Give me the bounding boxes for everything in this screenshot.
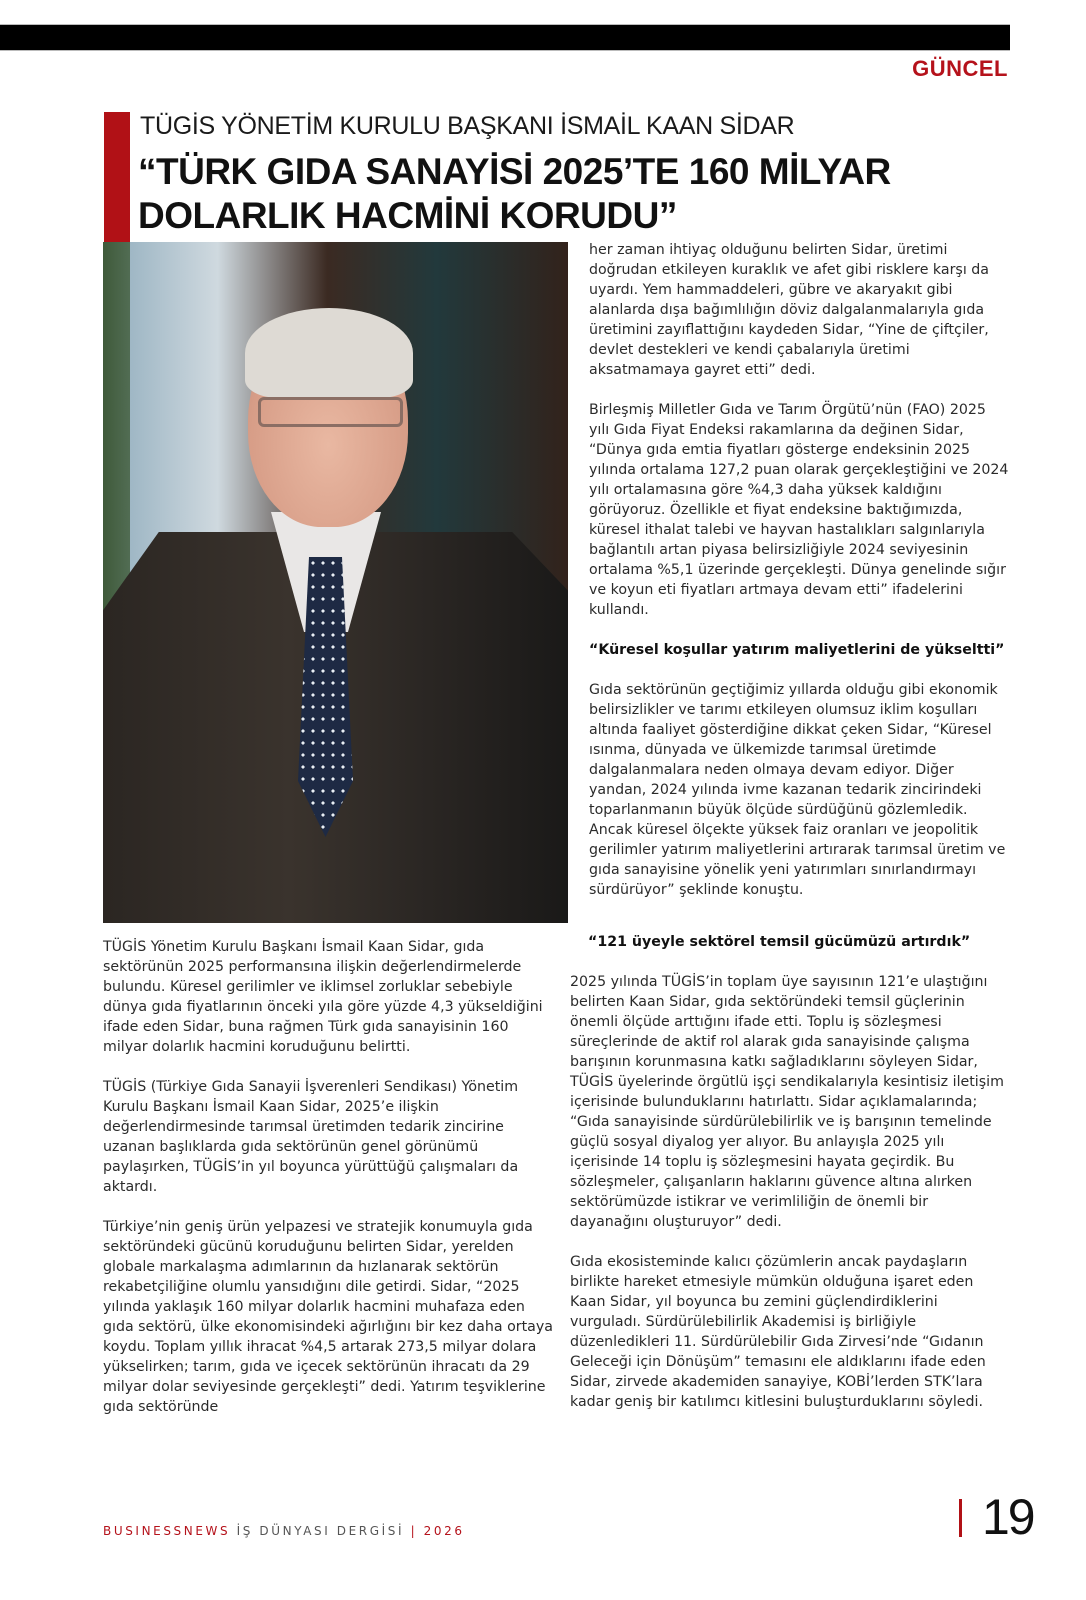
article-headline: “TÜRK GIDA SANAYİSİ 2025’TE 160 MİLYAR DOLARLIK HACMİNİ KORUDU” [138, 151, 891, 236]
right-column-bottom [570, 932, 1010, 1432]
paragraph: Birleşmiş Milletler Gıda ve Tarım Örgütü’nün (FAO) 2025 yılı Gıda Fiyat Endeksi rakamlarına da değinen Sidar, “Dünya gıda emtia fiyatları gösterge endeksinin 2025 yılında ortalama 127,2 puan olarak gerçekleştiğini ve 2024 yılı ortalamasına göre %4,3 daha yüksek kaldığını görüyoruz. Özellikle et fiyat endeksine baktığımızda, küresel ithalat talebi ve hayvan hastalıkları salgınlarıyla bağlantılı artan piyasa belirsizliğiyle 2024 seviyesinin ortalama %5,1 üzerinde gerçekleşti. Dünya genelinde sığır ve koyun eti fiyatları artmaya devam etti” ifadelerini kullandı. [589, 402, 1009, 618]
page-number-bar [959, 1499, 962, 1537]
paragraph: Gıda sektörünün geçtiğimiz yıllarda olduğu gibi ekonomik belirsizlikler ve tarımı etkileyen olumsuz iklim koşulları altında faaliyet gösterdiğine dikkat çeken Sidar, “Küresel ısınma, dünyada ve ülkemizde tarımsal üretimde dalgalanmalara neden olmaya devam ediyor. Diğer yandan, 2024 yılında ivme kazanan tedarik zincirindeki toparlanmanın büyük ölçüde sürdüğünü gözlemledik. Ancak küresel ölçekte yüksek faiz oranları ve jeopolitik gerilimler yatırım maliyetlerini artırarak tarımsal üretim ve gıda sanayisine yönelik yeni yatırımları sınırlandırmayı sürdürüyor” şeklinde konuştu. [589, 682, 1006, 898]
footer-masthead [103, 1524, 465, 1538]
footer-year: 2026 [417, 1524, 465, 1538]
subheading: “121 üyeyle sektörel temsil gücümüzü artırdık” [588, 934, 971, 950]
paragraph: TÜGİS (Türkiye Gıda Sanayii İşverenleri Sendikası) Yönetim Kurulu Başkanı İsmail Kaan Sidar, 2025’e ilişkin değerlendirmesinde tarımsal üretimden tedarik zincirine uzanan başlıklarda gıda sektörünün genel görünümü paylaşırken, TÜGİS’in yıl boyunca yürüttüğü çalışmaları da aktardı. [103, 1079, 519, 1195]
portrait-photo [103, 242, 568, 923]
paragraph: her zaman ihtiyaç olduğunu belirten Sidar, üretimi doğrudan etkileyen kuraklık ve afet gibi risklere karşı da uyardı. Yem hammaddeleri, gübre ve akaryakıt gibi alanlarda dışa bağımlılığın döviz dalgalanmalarıyla gıda üretimini zayıflattığını kaydeden Sidar, “Yine de çiftçiler, devlet destekleri ve kendi çabalarıyla üretimi aksatmamaya gayret etti” dedi. [589, 242, 989, 378]
section-tag: GÜNCEL [912, 56, 1008, 81]
photo-glasses [258, 397, 403, 427]
right-column-top [589, 240, 1009, 920]
subheading: “Küresel koşullar yatırım maliyetlerini de yükseltti” [589, 642, 1005, 658]
photo-hair [245, 308, 413, 398]
paragraph: TÜGİS Yönetim Kurulu Başkanı İsmail Kaan Sidar, gıda sektörünün 2025 performansına ilişkin değerlendirmelerde bulundu. Küresel gerilimler ve iklimsel zorluklar sebebiyle dünya gıda fiyatlarının önceki yıla göre yüzde 4,3 yükseldiğini ifade eden Sidar, buna rağmen Türk gıda sanayisinin 160 milyar dolarlık hacmini koruduğunu belirtti. [103, 939, 543, 1055]
article-kicker: TÜGİS YÖNETİM KURULU BAŞKANI İSMAİL KAAN SİDAR [140, 112, 795, 140]
footer-separator: | [410, 1524, 418, 1538]
paragraph: 2025 yılında TÜGİS’in toplam üye sayısının 121’e ulaştığını belirten Kaan Sidar, gıda sektöründeki temsil güçlerinin önemli ölçüde arttığını ifade etti. Toplu iş sözleşmesi süreçlerinde de aktif rol alarak gıda sanayisinde çalışma barışının korunmasına katkı sağladıklarını söyleyen Sidar, TÜGİS üyelerinde örgütlü işçi sendikalarıyla kesintisiz iletişim içerisinde bulunduklarını hatırlattı. Sidar açıklamalarında; “Gıda sanayisinde sürdürülebilirlik ve iş barışının temelinde güçlü sosyal diyalog yer alıyor. Bu anlayışla 2025 yılı içerisinde 14 toplu iş sözleşmesini hayata geçirdik. Bu sözleşmeler, çalışanların haklarını güvence altına alırken sektörümüzde istikrar ve verimliliğin de önemli bir dayanağını oluşturuyor” dedi. [570, 974, 1004, 1230]
footer-brand: BUSINESSNEWS [103, 1524, 231, 1538]
page-number: 19 [982, 1489, 1034, 1545]
footer-magazine: İŞ DÜNYASI DERGİSİ [230, 1524, 411, 1538]
paragraph: Gıda ekosisteminde kalıcı çözümlerin ancak paydaşların birlikte hareket etmesiyle mümkün olduğuna işaret eden Kaan Sidar, yıl boyunca bu zemini güçlendirdiklerini vurguladı. Sürdürülebilirlik Akademisi iş birliğiyle düzenledikleri 11. Sürdürülebilir Gıda Zirvesi’nde “Gıdanın Geleceği için Dönüşüm” temasını ele aldıklarını ifade eden Sidar, zirvede akademiden sanayiye, KOBİ’lerden STK’lara kadar geniş bir katılımcı kitlesini buluşturduklarını söyledi. [570, 1254, 986, 1410]
left-column [103, 937, 553, 1437]
paragraph: Türkiye’nin geniş ürün yelpazesi ve stratejik konumuyla gıda sektöründeki gücünü koruduğunu belirten Sidar, yerelden globale markalaşma adımlarının da hızlanarak sektörün rekabetçiliğine olumlu yansıdığını dile getirdi. Sidar, “2025 yılında yaklaşık 160 milyar dolarlık hacmini muhafaza eden gıda sektörü, ülke ekonomisindeki ağırlığını bir kez daha ortaya koydu. Toplam yıllık ihracat %4,5 artarak 273,5 milyar dolara yükselirken; tarım, gıda ve içecek sektörünün ihracatı da 29 milyar dolar seviyesinde gerçekleşti” dedi. Yatırım teşviklerine gıda sektöründe [103, 1219, 553, 1415]
top-black-bar [0, 24, 1010, 51]
